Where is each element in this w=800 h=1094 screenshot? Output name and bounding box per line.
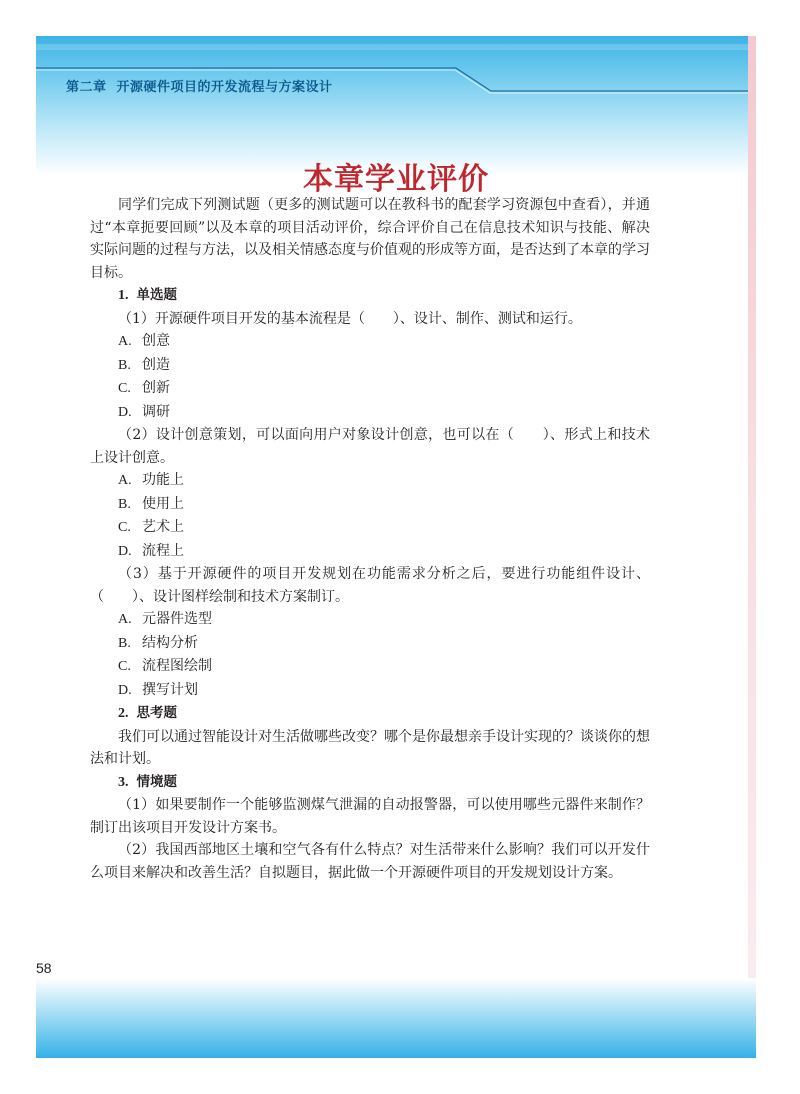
- question-text: （1）如果要制作一个能够监测煤气泄漏的自动报警器，可以使用哪些元器件来制作？制订出该项目开发设计方案书。: [90, 797, 650, 836]
- chapter-number: 第二章: [66, 80, 107, 95]
- option-letter: D.: [118, 543, 132, 559]
- option-item: [90, 401, 650, 425]
- section-number: 2.: [118, 706, 129, 721]
- question-text: （1）开源硬件项目开发的基本流程是（ ）、设计、制作、测试和运行。: [118, 310, 582, 327]
- option-letter: A.: [118, 612, 132, 627]
- option-item: [90, 608, 650, 632]
- section-title: 思考题: [136, 705, 177, 721]
- option-letter: D.: [118, 682, 132, 698]
- section-title: 单选题: [136, 287, 177, 303]
- option-text: 元器件选型: [142, 611, 212, 627]
- option-text: 创造: [142, 356, 170, 373]
- option-item: [90, 655, 650, 679]
- option-text: 艺术上: [142, 519, 184, 535]
- option-letter: C.: [118, 659, 131, 674]
- option-item: [90, 493, 650, 517]
- question-text: （2）我国西部地区土壤和空气各有什么特点？对生活带来什么影响？我们可以开发什么项目来解决和改善生活？自拟题目，据此做一个开源硬件项目的开发规划设计方案。: [90, 842, 650, 881]
- option-text: 结构分析: [142, 634, 198, 651]
- option-item: [90, 377, 650, 401]
- option-letter: B.: [118, 496, 131, 512]
- option-item: [90, 354, 650, 378]
- assessment-content: [90, 194, 650, 884]
- option-letter: A.: [118, 473, 132, 488]
- section-heading: [90, 702, 650, 726]
- option-text: 流程上: [142, 542, 184, 559]
- footer-band: [36, 978, 756, 1058]
- option-item: [90, 540, 650, 564]
- page-title: 本章学业评价: [303, 162, 489, 197]
- option-text: 调研: [142, 403, 170, 420]
- option-letter: C.: [118, 381, 131, 396]
- option-item: [90, 516, 650, 540]
- intro-paragraph: 同学们完成下列测试题（更多的测试题可以在教科书的配套学习资源包中查看），并通过“本章扼要回顾”以及本章的项目活动评价，综合评价自己在信息技术知识与技能、解决实际问题的过程与方法，以及相关情感态度与价值观的形成等方面，是否达到了本章的学习目标。: [90, 197, 650, 281]
- option-letter: B.: [118, 635, 131, 651]
- option-letter: D.: [118, 404, 132, 420]
- section-title: 情境题: [136, 773, 177, 790]
- option-letter: B.: [118, 357, 131, 373]
- page-number: 58: [36, 960, 52, 976]
- option-text: 撰写计划: [142, 681, 198, 698]
- option-item: [90, 330, 650, 354]
- question-text: （2）设计创意策划，可以面向用户对象设计创意，也可以在（ ）、形式上和技术上设计创意。: [90, 427, 650, 466]
- section-number: 1.: [118, 288, 129, 303]
- option-text: 流程图绘制: [142, 658, 212, 674]
- option-text: 功能上: [142, 472, 184, 488]
- chapter-name: 开源硬件项目的开发流程与方案设计: [116, 80, 333, 95]
- chapter-heading: [66, 76, 333, 95]
- option-text: 创新: [142, 380, 170, 396]
- option-letter: C.: [118, 520, 131, 535]
- option-letter: A.: [118, 334, 132, 349]
- option-item: [90, 632, 650, 656]
- section-heading: [90, 771, 650, 795]
- option-item: [90, 679, 650, 703]
- section-number: 3.: [118, 774, 129, 790]
- option-text: 创意: [142, 333, 170, 349]
- option-text: 使用上: [142, 495, 184, 512]
- question-text: （3）基于开源硬件的项目开发规划在功能需求分析之后，要进行功能组件设计、（ ）、设计图样绘制和技术方案制订。: [90, 566, 650, 605]
- question-text: 我们可以通过智能设计对生活做哪些改变？哪个是你最想亲手设计实现的？谈谈你的想法和计划。: [90, 728, 650, 767]
- section-heading: [90, 284, 650, 308]
- option-item: [90, 469, 650, 493]
